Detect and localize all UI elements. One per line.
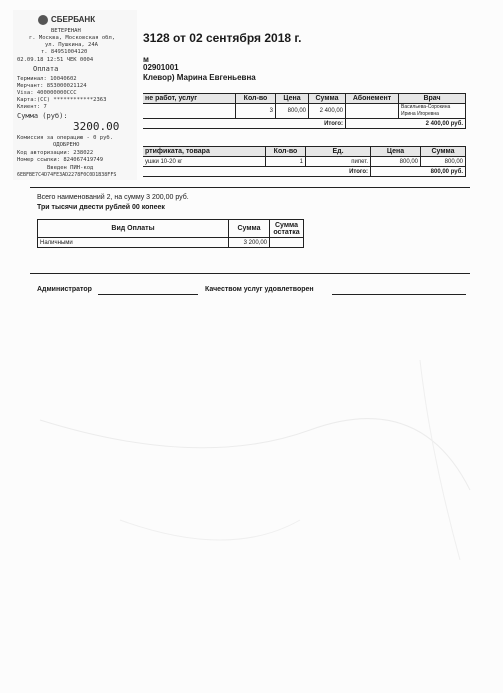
admin-signature-line bbox=[98, 294, 198, 295]
receipt-line: Терминал: 10040602 bbox=[17, 76, 77, 82]
table-row bbox=[143, 104, 466, 119]
table-cell bbox=[270, 238, 304, 248]
table-cell: ушки 10-20 кг bbox=[143, 157, 266, 167]
goods-table bbox=[143, 146, 466, 177]
table-header-row bbox=[143, 147, 466, 157]
column-header: Кол-во bbox=[236, 94, 276, 104]
quality-signature-line bbox=[332, 294, 466, 295]
table-cell: 800,00 bbox=[371, 157, 421, 167]
receipt-line: Мерчант: 853000021124 bbox=[17, 83, 87, 89]
receipt-line: ул. Пушкина, 24А bbox=[45, 42, 98, 48]
receipt-line: Комиссия за операцию - 0 руб. bbox=[17, 135, 114, 141]
receipt-line: т. 84951004120 bbox=[41, 49, 88, 55]
receipt-line: Visa: 400000000ССС bbox=[17, 90, 77, 96]
column-header: ртификата, товара bbox=[143, 147, 266, 157]
table-cell bbox=[143, 104, 236, 119]
receipt-line: 02.09.18 12:51 ЧЕК 0004 bbox=[17, 57, 94, 63]
total-row bbox=[143, 119, 466, 129]
column-header: Абонемент bbox=[346, 94, 399, 104]
column-header: Кол-во bbox=[266, 147, 306, 157]
column-header: Ед. bbox=[306, 147, 371, 157]
receipt-line: Код авторизации: 238022 bbox=[17, 150, 94, 156]
receipt-line: Номер ссылки: 824067419749 bbox=[17, 157, 104, 163]
column-header: Врач bbox=[399, 94, 466, 104]
table-cell: Васильева-Сорокина Ирина Игоревна bbox=[399, 104, 466, 119]
admin-label: Администратор bbox=[37, 286, 92, 293]
column-header: не работ, услуг bbox=[143, 94, 236, 104]
table-row bbox=[38, 238, 304, 248]
table-cell: 3 200,00 bbox=[229, 238, 270, 248]
table-header-row bbox=[38, 220, 304, 238]
separator-line bbox=[30, 273, 470, 274]
table-cell: 800,00 bbox=[421, 157, 466, 167]
total-value: 800,00 руб. bbox=[371, 167, 466, 177]
column-header: Сумма bbox=[421, 147, 466, 157]
receipt-amount: 3200.00 bbox=[73, 120, 120, 133]
bank-name: СБЕРБАНК bbox=[51, 15, 96, 24]
header-line: м bbox=[143, 55, 149, 64]
total-label: Итого: bbox=[143, 167, 371, 177]
separator-line bbox=[30, 187, 470, 188]
column-header: Цена bbox=[371, 147, 421, 157]
payment-table bbox=[37, 219, 304, 248]
header-client: Клевор) Марина Евгеньевна bbox=[143, 73, 256, 82]
column-header: Вид Оплаты bbox=[38, 220, 229, 238]
payment-receipt bbox=[13, 10, 137, 180]
receipt-line: ОДОБРЕНО bbox=[53, 142, 80, 148]
header-inn: 02901001 bbox=[143, 63, 179, 72]
table-cell: пипет. bbox=[306, 157, 371, 167]
table-cell: Наличными bbox=[38, 238, 229, 248]
summary-total: Всего наименований 2, на сумму 3 200,00 руб. bbox=[37, 194, 189, 201]
document-title: 3128 от 02 сентября 2018 г. bbox=[143, 31, 302, 45]
table-cell: 2 400,00 bbox=[309, 104, 346, 119]
receipt-line: Оплата bbox=[33, 65, 59, 73]
summary-amount-words: Три тысячи двести рублей 00 копеек bbox=[37, 204, 165, 211]
table-cell: 3 bbox=[236, 104, 276, 119]
total-row bbox=[143, 167, 466, 177]
column-header: Сумма остатка bbox=[270, 220, 304, 238]
receipt-line: г. Москва, Московская обл, bbox=[29, 35, 116, 41]
receipt-line: Сумма (руб): bbox=[17, 112, 68, 120]
table-cell bbox=[346, 104, 399, 119]
column-header: Сумма bbox=[309, 94, 346, 104]
receipt-line: 6EBFBE7C4D74FE3AD2278F0C0D1B38FFS bbox=[17, 172, 117, 178]
receipt-line: ВЕТЕРЕНАН bbox=[51, 28, 81, 34]
bank-logo bbox=[38, 14, 108, 26]
receipt-line: Клиент: 7 bbox=[17, 104, 47, 110]
table-row bbox=[143, 157, 466, 167]
quality-label: Качеством услуг удовлетворен bbox=[205, 286, 314, 293]
services-table bbox=[143, 93, 466, 129]
table-cell: 1 bbox=[266, 157, 306, 167]
total-label: Итого: bbox=[143, 119, 346, 129]
bank-logo-icon bbox=[38, 15, 48, 25]
receipt-line: Введен ПИН-код bbox=[47, 165, 94, 171]
total-value: 2 400,00 руб. bbox=[346, 119, 466, 129]
receipt-line: Карта:(СС) ************2363 bbox=[17, 97, 107, 103]
table-header-row bbox=[143, 94, 466, 104]
column-header: Цена bbox=[276, 94, 309, 104]
table-cell: 800,00 bbox=[276, 104, 309, 119]
column-header: Сумма bbox=[229, 220, 270, 238]
